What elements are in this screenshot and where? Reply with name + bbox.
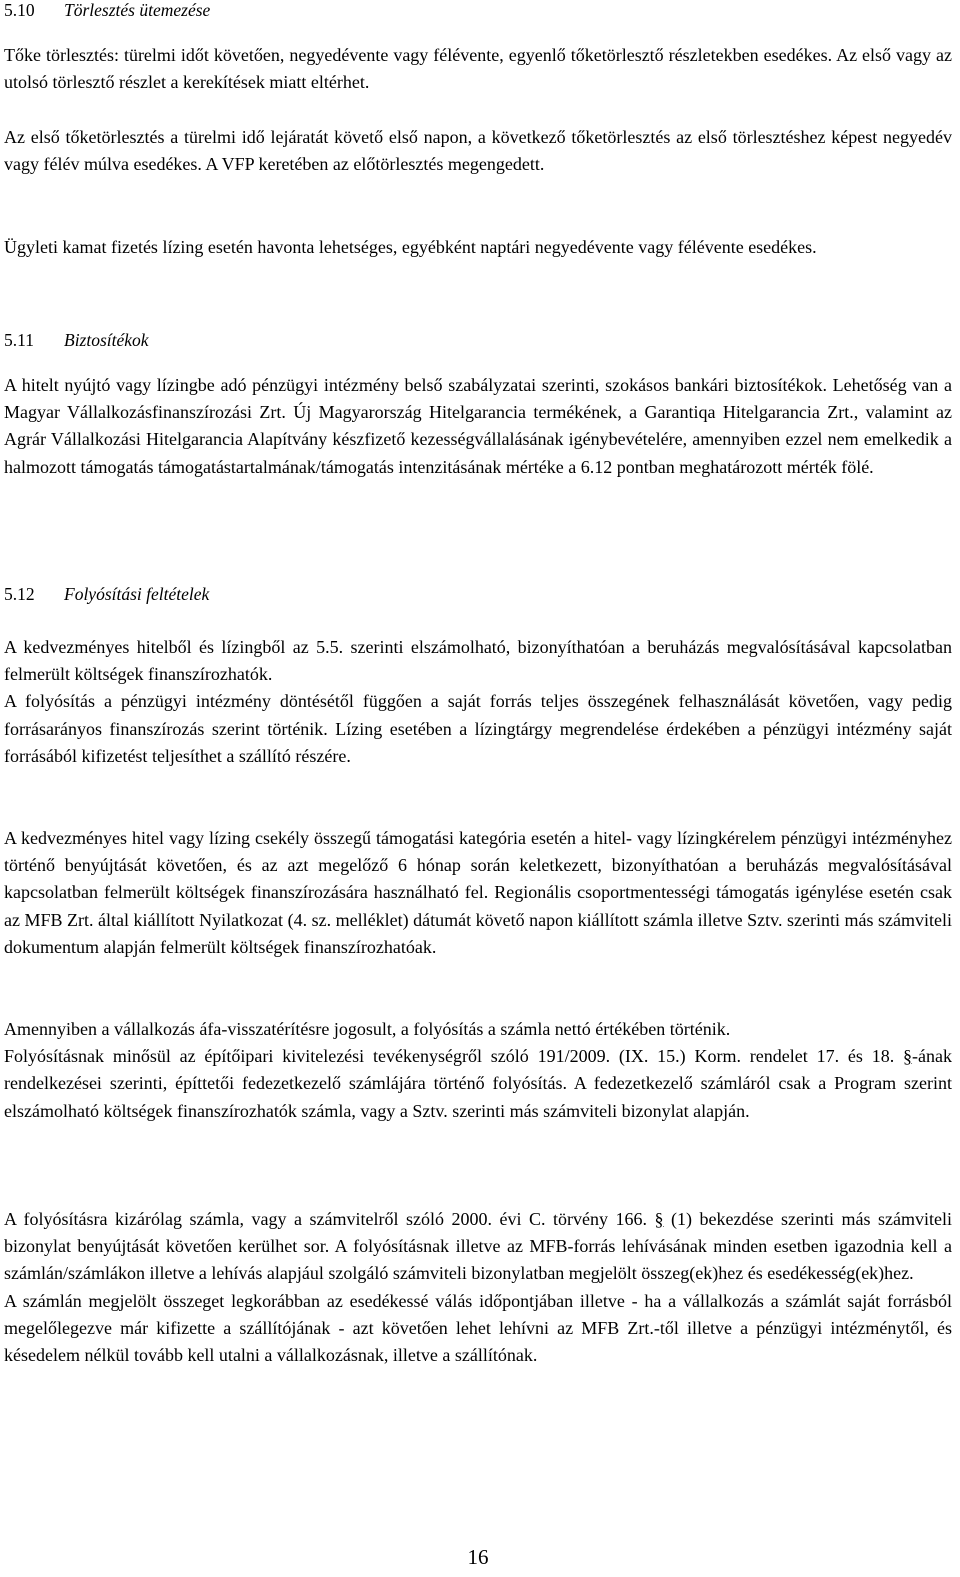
paragraph: A kedvezményes hitelből és lízingből az 5.5. szerinti elszámolható, bizonyíthatóan a beruházás megvalósításával kapcsolatban felmerült költségek finanszírozhatók. <box>4 637 952 685</box>
paragraph: A hitelt nyújtó vagy lízingbe adó pénzügyi intézmény belső szabályzatai szerinti, szokásos bankári biztosítékok. Lehetőség van a Magyar Vállalkozásfinanszírozási Zrt. Új Magyarország Hitelgarancia termékének, a Garantiqa Hitelgarancia Zrt., valamint az Agrár Vállalkozási Hitelgarancia Alapítvány készfizető kezességvállalásának igénybevételére, amennyiben ezzel nem emelkedik a halmozott támogatás támogatástartalmának/támogatás intenzitásának mértéke a 6.12 pontban meghatározott mérték fölé. <box>4 375 952 477</box>
paragraph: A számlán megjelölt összeget legkorábban az esedékessé válás időpontjában illetve - ha a vállalkozás a számlát saját forrásból megelőlegezve már kifizette a szállítójának - azt követően lehet lehívni az MFB Zrt.-től illetve a pénzügyi intézménytől, és késedelem nélkül tovább kell utalni a vállalkozásnak, illetve a szállítónak. <box>4 1290 952 1366</box>
paragraph: A kedvezményes hitel vagy lízing csekély összegű támogatási kategória esetén a hitel- vagy lízingkérelem pénzügyi intézményhez történő benyújtását követően, és az azt megelőző 6 hónap során keletkezett, bizonyíthatóan a beruházás megvalósításával kapcsolatban felmerült költségek finanszírozására használható fel. Regionális csoportmentességi támogatás igénylése esetén csak az MFB Zrt. által kiállított Nyilatkozat (4. sz. melléklet) dátumát követő napon kiállított számla illetve Sztv. szerinti más számviteli dokumentum alapján felmerült költségek finanszírozhatóak. <box>4 828 952 957</box>
section-title: Törlesztés ütemezése <box>64 0 211 20</box>
section-number: 5.10 <box>4 0 35 20</box>
section-heading-5-10 <box>4 0 952 21</box>
paragraph: Ügyleti kamat fizetés lízing esetén havonta lehetséges, egyébként naptári negyedévente vagy félévente esedékes. <box>4 237 817 257</box>
text-run: Folyósításnak minősül az építőipari kivitelezési tevékenységről szóló 191/2009. (IX. 15.) Korm. rendelet 17. és 18. <box>4 1046 904 1067</box>
section-number: 5.12 <box>4 584 35 604</box>
section-title: Biztosítékok <box>64 330 149 350</box>
paragraph: A folyósítás a pénzügyi intézmény döntésétől függően a saját forrás teljes összegének felhasználását követően, vagy pedig forrásarányos finanszírozás szerint történik. Lízing esetében a lízingtárgy megrendelése érdekében a pénzügyi intézmény saját forrásából kifizetést teljesíthet a szállító részére. <box>4 691 952 766</box>
paragraph: Tőke törlesztés: türelmi időt követően, negyedévente vagy félévente, egyenlő tőketörlesztő részletekben esedékes. Az első vagy az utolsó törlesztő részlet a kerekítések miatt eltérhet. <box>4 45 952 93</box>
text-run: (1) bekezdése szerinti más számviteli bizonylat benyújtását követően kerülhet sor. A folyósításnak illetve az MFB-forrás lehívásának minden esetben igazodnia kell a számlán/számlákon illetve a lehívás alapjául szolgáló számviteli bizonylatban megjelölt összeg(ek)hez és esedékesség(ek)hez. <box>4 1209 952 1284</box>
section-title: Folyósítási feltételek <box>64 584 210 604</box>
section-symbol: § <box>903 1046 913 1067</box>
section-number: 5.11 <box>4 330 34 350</box>
page-number: 16 <box>467 1545 489 1569</box>
paragraph <box>4 1206 952 1288</box>
text-run: -ának rendelkezései szerinti, építtetői fedezetkezelő számlájára történő folyósítás. A fedezetkezelő számláról csak a Program szerint elszámolható költségek finanszírozhatók számla, vagy a Sztv. szerinti más számviteli bizonylat alapján. <box>4 1046 952 1121</box>
paragraph <box>4 1043 952 1125</box>
section-heading-5-11 <box>4 330 952 351</box>
paragraph: Amennyiben a vállalkozás áfa-visszatérítésre jogosult, a folyósítás a számla nettó értékében történik. <box>4 1019 731 1039</box>
text-run: A folyósításra kizárólag számla, vagy a számvitelről szóló 2000. évi C. törvény 166. <box>4 1209 655 1229</box>
section-heading-5-12 <box>4 584 952 605</box>
paragraph: Az első tőketörlesztés a türelmi idő lejáratát követő első napon, a következő tőketörlesztés az első törlesztéshez képest negyedév vagy félév múlva esedékes. A VFP keretében az előtörlesztés megengedett. <box>4 127 952 175</box>
section-symbol: § <box>654 1209 664 1229</box>
